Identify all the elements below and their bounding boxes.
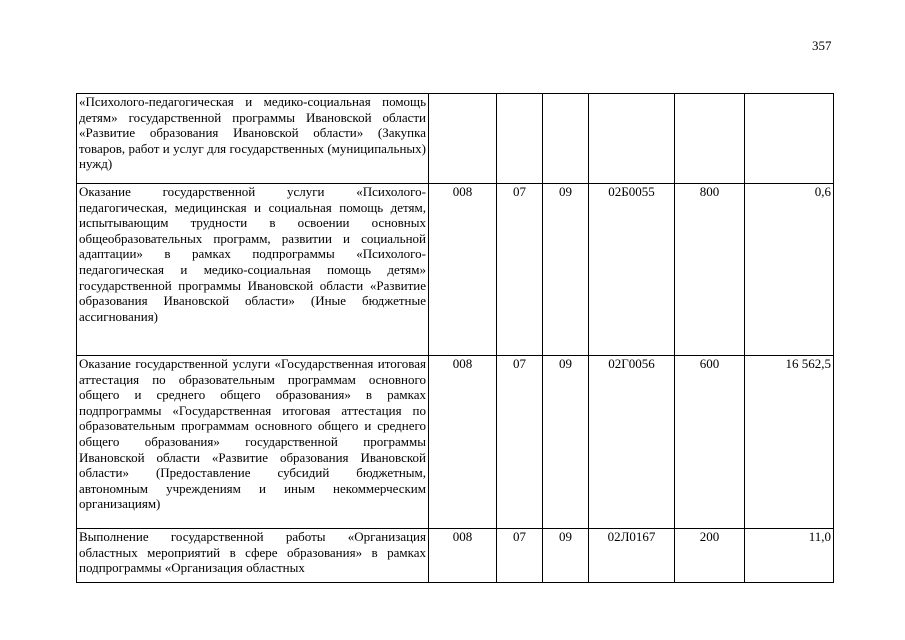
amount-value: 0,6	[745, 184, 834, 356]
table-row	[77, 94, 834, 184]
expense-type-code	[675, 94, 745, 184]
section-code: 07	[497, 184, 543, 356]
row-description: Оказание государственной услуги «Государственная итоговая аттестация по образовательным программам основного общего и среднего общего образования» в рамках подпрограммы «Государственная итоговая аттестация по образовательным программам основного общего и среднего общего образования» государственной программы Ивановской области «Развитие образования Ивановской области» (Предоставление субсидий бюджетным, автономным учреждениям и иным некоммерческим организациям)	[77, 356, 429, 529]
section-code	[497, 94, 543, 184]
target-article-code: 02Л0167	[589, 529, 675, 583]
ministry-code	[429, 94, 497, 184]
ministry-code: 008	[429, 356, 497, 529]
page-number: 357	[812, 38, 832, 53]
expense-type-code: 200	[675, 529, 745, 583]
ministry-code: 008	[429, 184, 497, 356]
table-row	[77, 356, 834, 529]
subsection-code: 09	[543, 529, 589, 583]
section-code: 07	[497, 529, 543, 583]
target-article-code	[589, 94, 675, 184]
expense-type-code: 800	[675, 184, 745, 356]
section-code: 07	[497, 356, 543, 529]
row-description: Выполнение государственной работы «Организация областных мероприятий в сфере образования» в рамках подпрограммы «Организация областных	[77, 529, 429, 583]
amount-value	[745, 94, 834, 184]
amount-value: 16 562,5	[745, 356, 834, 529]
ministry-code: 008	[429, 529, 497, 583]
row-description: Оказание государственной услуги «Психолого-педагогическая, медицинская и социальная помощь детям, испытывающим трудности в освоении основных общеобразовательных программ, развитии и социальной адаптации» в рамках подпрограммы «Психолого-педагогическая и медико-социальная помощь детям» государственной программы Ивановской области «Развитие образования Ивановской области» (Иные бюджетные ассигнования)	[77, 184, 429, 356]
budget-table	[76, 93, 834, 583]
table-row	[77, 529, 834, 583]
target-article-code: 02Г0056	[589, 356, 675, 529]
target-article-code: 02Б0055	[589, 184, 675, 356]
subsection-code: 09	[543, 356, 589, 529]
row-description: «Психолого-педагогическая и медико-социальная помощь детям» государственной программы Ивановской области «Развитие образования Ивановской области» (Закупка товаров, работ и услуг для государственных (муниципальных) нужд)	[77, 94, 429, 184]
subsection-code: 09	[543, 184, 589, 356]
subsection-code	[543, 94, 589, 184]
expense-type-code: 600	[675, 356, 745, 529]
amount-value: 11,0	[745, 529, 834, 583]
table-row	[77, 184, 834, 356]
